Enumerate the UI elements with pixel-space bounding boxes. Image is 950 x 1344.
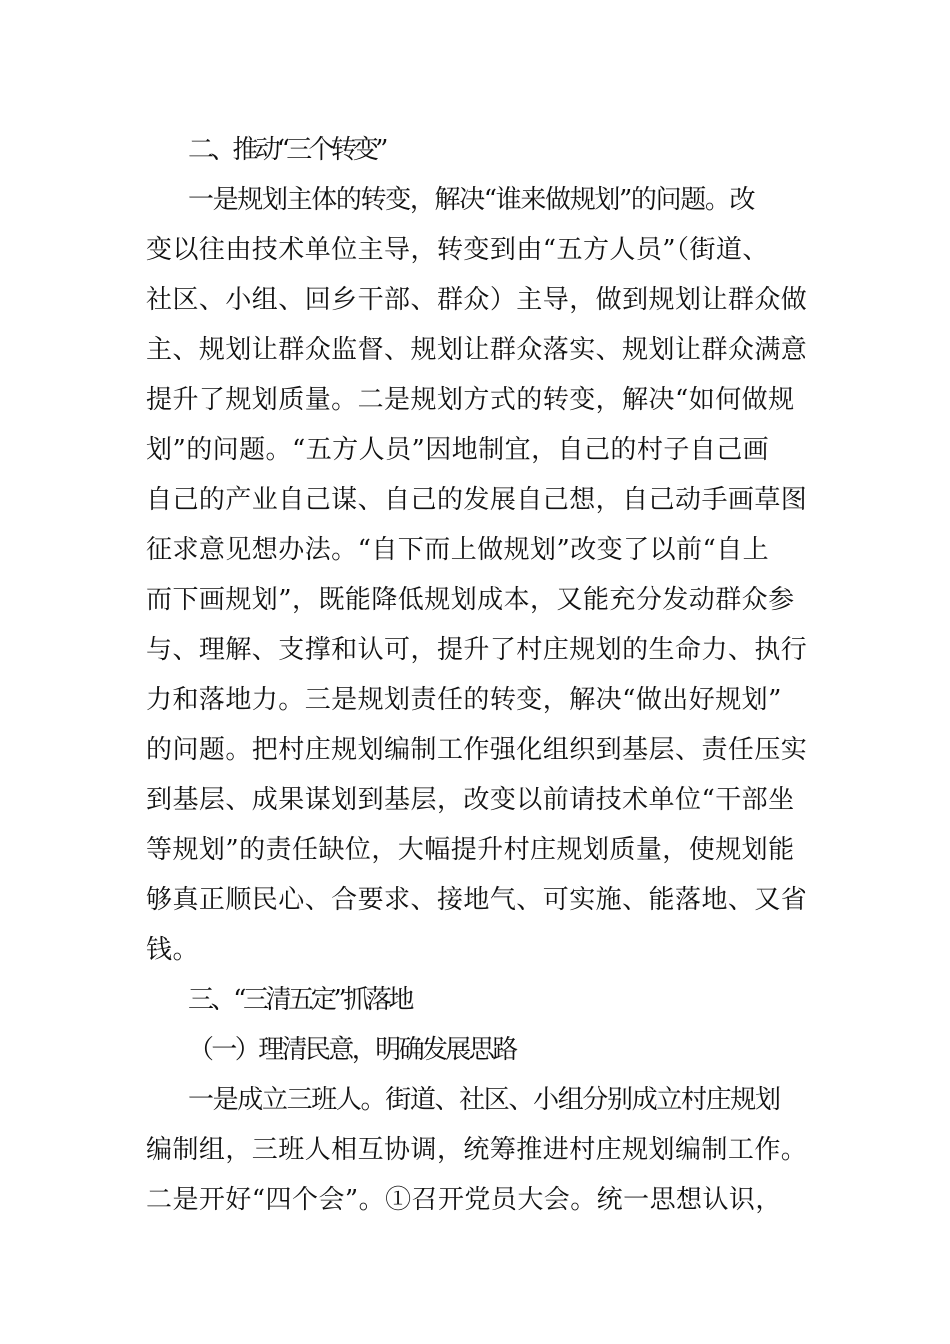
section-heading-3: 三、“三清五定”抓落地 [188, 985, 411, 1015]
paragraph-line: 编制组，三班人相互协调，统筹推进村庄规划编制工作。 [146, 1135, 808, 1165]
paragraph-line: 到基层、成果谋划到基层，改变以前请技术单位“干部坐 [146, 785, 795, 815]
paragraph-line: 一是成立三班人。街道、社区、小组分别成立村庄规划 [188, 1085, 780, 1115]
subsection-heading-1: （一）理清民意，明确发展思路 [188, 1035, 516, 1065]
paragraph-line: 自己的产业自己谋、自己的发展自己想，自己动手画草图 [146, 485, 808, 515]
paragraph-line: 钱。 [146, 935, 199, 965]
paragraph-line: 而下画规划”，既能降低规划成本，又能充分发动群众参 [146, 585, 795, 615]
paragraph-line: 一是规划主体的转变，解决“谁来做规划”的问题。改 [188, 185, 755, 215]
paragraph-line: 与、理解、支撑和认可，提升了村庄规划的生命力、执行 [146, 635, 808, 665]
paragraph-line: 二是开好“四个会”。①召开党员大会。统一思想认识， [146, 1185, 782, 1215]
paragraph-line: 划”的问题。“五方人员”因地制宜，自己的村子自己画 [146, 435, 770, 465]
paragraph-line: 够真正顺民心、合要求、接地气、可实施、能落地、又省 [146, 885, 808, 915]
paragraph-line: 主、规划让群众监督、规划让群众落实、规划让群众满意 [146, 335, 808, 365]
paragraph-line: 等规划”的责任缺位，大幅提升村庄规划质量，使规划能 [146, 835, 795, 865]
document-page [146, 0, 811, 1344]
paragraph-line: 的问题。把村庄规划编制工作强化组织到基层、责任压实 [146, 735, 808, 765]
section-heading-2: 二、推动“三个转变” [188, 135, 385, 165]
paragraph-line: 社区、小组、回乡干部、群众）主导，做到规划让群众做 [146, 285, 808, 315]
paragraph-line: 变以往由技术单位主导，转变到由“五方人员”（街道、 [146, 235, 769, 265]
paragraph-line: 力和落地力。三是规划责任的转变，解决“做出好规划” [146, 685, 782, 715]
paragraph-line: 征求意见想办法。“自下而上做规划”改变了以前“自上 [146, 535, 770, 565]
paragraph-line: 提升了规划质量。二是规划方式的转变，解决“如何做规 [146, 385, 795, 415]
